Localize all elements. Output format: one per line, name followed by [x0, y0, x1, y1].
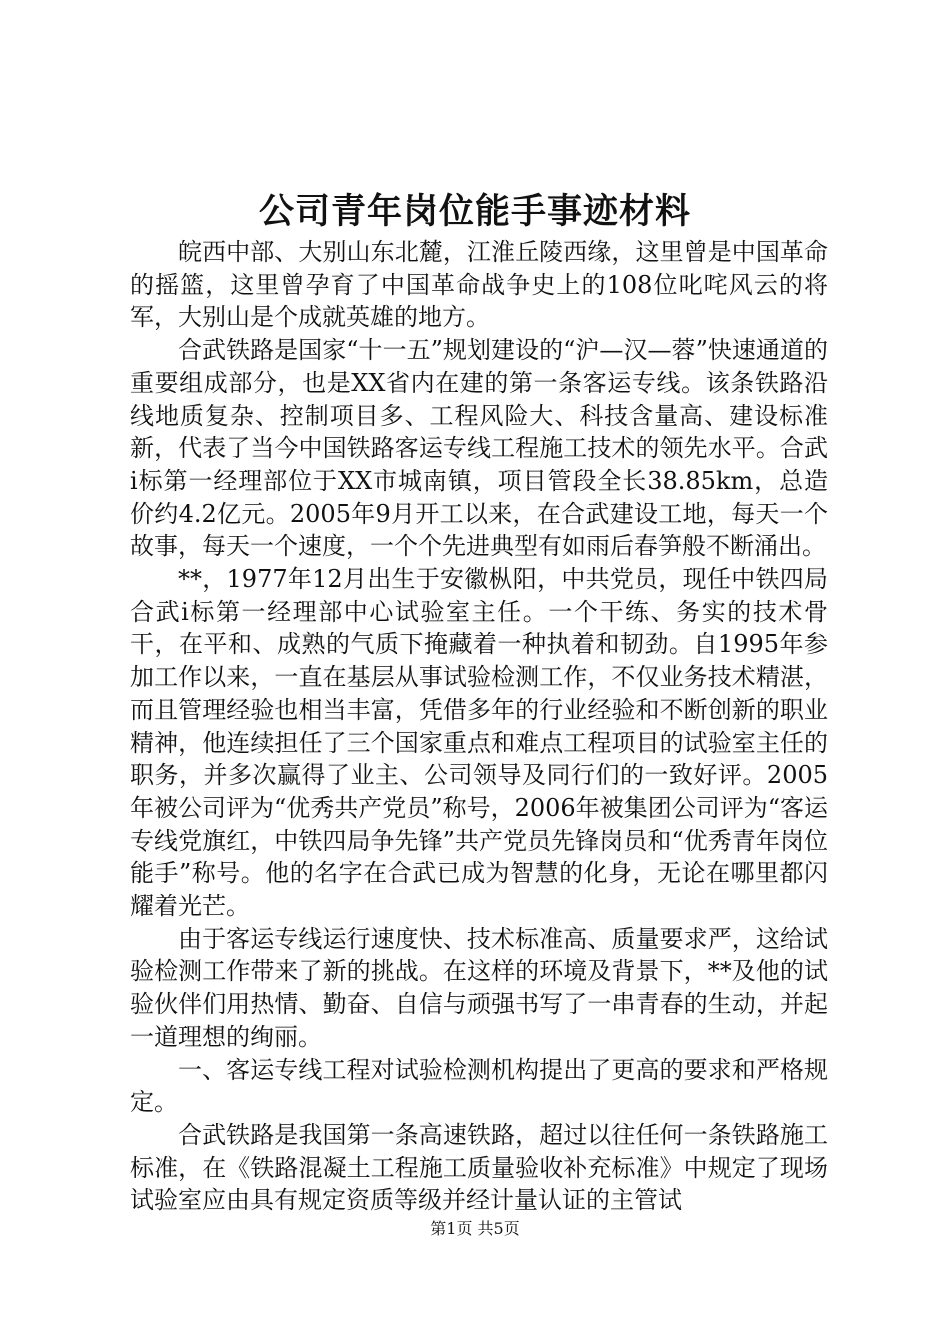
paragraph: 合武铁路是我国第一条高速铁路，超过以往任何一条铁路施工标准，在《铁路混凝土工程施工质量验收补充标准》中规定了现场试验室应由具有规定资质等级并经计量认证的主管试 — [130, 1120, 828, 1215]
document-body — [130, 236, 828, 1217]
paragraph: 皖西中部、大别山东北麓，江淮丘陵西缘，这里曾是中国革命的摇篮，这里曾孕育了中国革命战争史上的108位叱咤风云的将军，大别山是个成就英雄的地方。 — [130, 238, 828, 332]
paragraph: 由于客运专线运行速度快、技术标准高、质量要求严，这给试验检测工作带来了新的挑战。在这样的环境及背景下，**及他的试验伙伴们用热情、勤奋、自信与顽强书写了一串青春的生动，并起一道理想的绚丽。 — [130, 924, 828, 1051]
paragraph: 合武铁路是国家“十一五”规划建设的“沪—汉—蓉”快速通道的重要组成部分，也是XX省内在建的第一条客运专线。该条铁路沿线地质复杂、控制项目多、工程风险大、科技含量高、建设标准新，代表了当今中国铁路客运专线工程施工技术的领先水平。合武ⅰ标第一经理部位于XX市城南镇，项目管段全长38.85km，总造价约4.2亿元。2005年9月开工以来，在合武建设工地，每天一个故事，每天一个速度，一个个先进典型有如雨后春笋般不断涌出。 — [130, 336, 828, 561]
page-footer: 第1页 共5页 — [430, 1219, 520, 1238]
document-title: 公司青年岗位能手事迹材料 — [258, 191, 691, 232]
section-heading: 一、客运专线工程对试验检测机构提出了更高的要求和严格规定。 — [130, 1055, 828, 1117]
paragraph: **，1977年12月出生于安徽枞阳，中共党员，现任中铁四局合武ⅰ标第一经理部中心试验室主任。一个干练、务实的技术骨干，在平和、成熟的气质下掩藏着一种执着和韧劲。自1995年参加工作以来，一直在基层从事试验检测工作，不仅业务技术精湛，而且管理经验也相当丰富，凭借多年的行业经验和不断创新的职业精神，他连续担任了三个国家重点和难点工程项目的试验室主任的职务，并多次赢得了业主、公司领导及同行们的一致好评。2005年被公司评为“优秀共产党员”称号，2006年被集团公司评为“客运专线党旗红，中铁四局争先锋”共产党员先锋岗员和“优秀青年岗位能手”称号。他的名字在合武已成为智慧的化身，无论在哪里都闪耀着光芒。 — [130, 565, 828, 921]
